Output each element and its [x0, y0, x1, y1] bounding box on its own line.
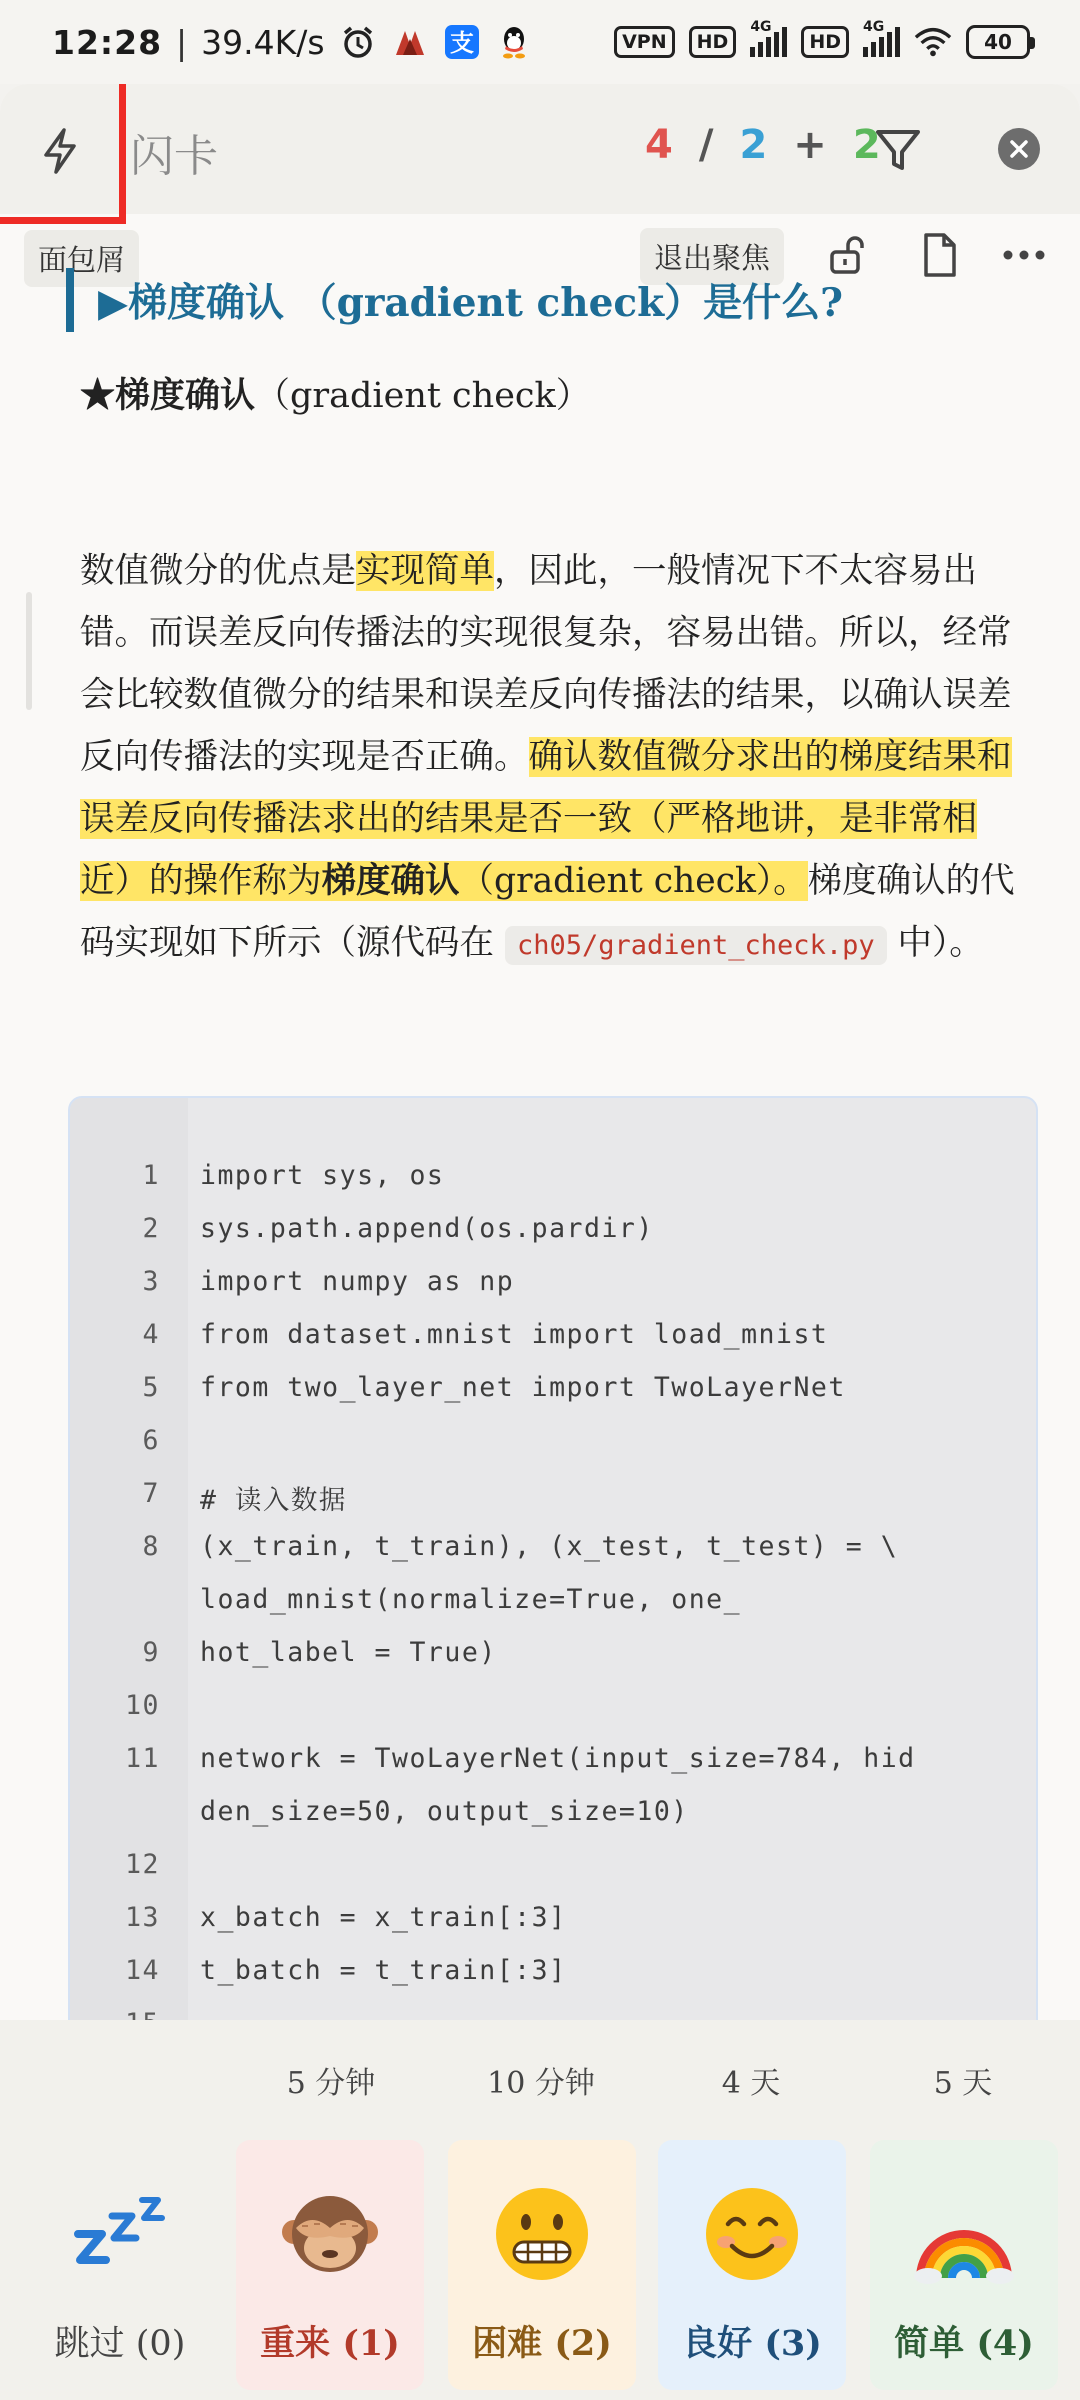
battery-icon: 40 [966, 25, 1030, 59]
code-line [70, 1584, 1038, 1637]
breadcrumb[interactable]: 面包屑 [24, 230, 139, 287]
code-text: import numpy as np [200, 1266, 515, 1297]
vpn-badge: VPN [614, 26, 675, 58]
status-time: 12:28 [52, 22, 163, 62]
code-text: (x_train, t_train), (x_test, t_test) = \ [200, 1531, 899, 1562]
code-line [70, 1955, 1038, 2008]
exit-focus-button[interactable]: 退出聚焦 [640, 228, 784, 285]
line-number: 8 [142, 1531, 160, 1562]
skip-button[interactable] [26, 2140, 214, 2390]
code-line [70, 1372, 1038, 1425]
code-line [70, 1213, 1038, 1266]
line-number: 7 [142, 1478, 160, 1509]
interval-again: 5 分钟 [286, 2066, 376, 2101]
easy-button[interactable] [870, 2140, 1058, 2390]
hard-label: 困难 (2) [472, 2323, 612, 2364]
count-review: 2 [852, 122, 881, 168]
hd-badge-1: HD [689, 26, 737, 58]
good-button[interactable] [658, 2140, 846, 2390]
smiling-face-icon [700, 2182, 804, 2286]
alarm-icon [339, 23, 377, 61]
interval-good: 4 天 [721, 2066, 781, 2101]
code-text: network = TwoLayerNet(input_size=784, hid [200, 1743, 916, 1774]
card-heading: ▶梯度确认 （gradient check）是什么? [66, 268, 843, 332]
code-text: from dataset.mnist import load_mnist [200, 1319, 829, 1350]
good-label: 良好 (3) [682, 2323, 822, 2364]
code-line [70, 1743, 1038, 1796]
line-number: 5 [142, 1372, 160, 1403]
app-notification-icon [391, 23, 429, 61]
hd-badge-2: HD [801, 26, 849, 58]
line-number: 13 [125, 1902, 160, 1933]
document-icon[interactable] [918, 232, 960, 278]
code-line [70, 1531, 1038, 1584]
code-line [70, 1478, 1038, 1531]
count-new: 4 [645, 122, 673, 168]
code-line [70, 1849, 1038, 1902]
code-text: t_batch = t_train[:3] [200, 1955, 567, 1986]
line-number: 4 [142, 1319, 160, 1350]
code-line [70, 1637, 1038, 1690]
alipay-icon [443, 23, 481, 61]
line-number: 6 [142, 1425, 160, 1456]
line-number: 12 [125, 1849, 160, 1880]
code-line [70, 1902, 1038, 1955]
code-text: load_mnist(normalize=True, one_ [200, 1584, 742, 1615]
line-number: 3 [142, 1266, 160, 1297]
more-icon[interactable] [1000, 232, 1048, 278]
count-learn: 2 [739, 122, 768, 168]
line-number: 11 [125, 1743, 160, 1774]
line-number: 14 [125, 1955, 160, 1986]
inline-code-path: ch05/gradient_check.py [505, 926, 887, 965]
interval-easy: 5 天 [933, 2066, 993, 2101]
code-text: import sys, os [200, 1160, 445, 1191]
svg-text:支: 支 [449, 29, 474, 57]
rainbow-icon [912, 2182, 1016, 2286]
card-counter: 4 / 2 + 2 [645, 122, 881, 168]
code-text: x_batch = x_train[:3] [200, 1902, 567, 1933]
see-no-evil-monkey-icon [278, 2182, 382, 2286]
hard-button[interactable] [448, 2140, 636, 2390]
drag-handle[interactable] [26, 592, 32, 710]
zzz-icon [68, 2182, 172, 2286]
page-title: 闪卡 [130, 131, 218, 182]
line-number: 2 [142, 1213, 160, 1244]
card-paragraph: 数值微分的优点是实现简单，因此，一般情况下不太容易出错。而误差反向传播法的实现很复杂，容易出错。所以，经常会比较数值微分的结果和误差反向传播法的结果，以确认误差反向传播法的实现是否正确。确认数值微分求出的梯度结果和误差反向传播法求出的结果是否一致（严格地讲，是非常相近）的操作称为梯度确认（gradient check）。梯度确认的代码实现如下所示（源代码在 ch05/gradient_check.py 中）。 [80, 551, 1015, 963]
again-button[interactable] [236, 2140, 424, 2390]
signal-icon-2: 4G [863, 27, 900, 57]
line-number: 1 [142, 1160, 160, 1191]
grimacing-face-icon [490, 2182, 594, 2286]
line-number: 10 [125, 1690, 160, 1721]
code-line [70, 1266, 1038, 1319]
qq-icon [495, 23, 533, 61]
status-network-speed: 39.4K/s [201, 22, 325, 62]
close-icon[interactable] [998, 128, 1040, 170]
filter-icon[interactable] [872, 124, 924, 176]
code-text: # 读入数据 [200, 1485, 347, 1516]
again-label: 重来 (1) [260, 2323, 400, 2364]
code-text: sys.path.append(os.pardir) [200, 1213, 654, 1244]
easy-label: 简单 (4) [894, 2323, 1034, 2364]
code-text: from two_layer_net import TwoLayerNet [200, 1372, 846, 1403]
wifi-icon [914, 23, 952, 61]
flash-icon[interactable] [0, 84, 126, 224]
signal-icon-1: 4G [750, 27, 787, 57]
top-bar [0, 84, 1080, 214]
skip-label: 跳过 (0) [54, 2324, 186, 2364]
code-line [70, 1796, 1038, 1849]
code-line [70, 1160, 1038, 1213]
line-number: 9 [142, 1637, 160, 1668]
code-block [68, 1096, 1038, 2046]
card-subheading: ★梯度确认（gradient check） [80, 375, 591, 416]
interval-hard: 10 分钟 [487, 2066, 595, 2101]
code-line [70, 1690, 1038, 1743]
status-bar: 12:28 | 39.4K/s 支 VPN HD 4G HD 4G 40 [0, 0, 1080, 84]
code-line [70, 1319, 1038, 1372]
code-line [70, 1425, 1038, 1478]
code-text: den_size=50, output_size=10) [200, 1796, 689, 1827]
code-text: hot_label = True) [200, 1637, 497, 1668]
